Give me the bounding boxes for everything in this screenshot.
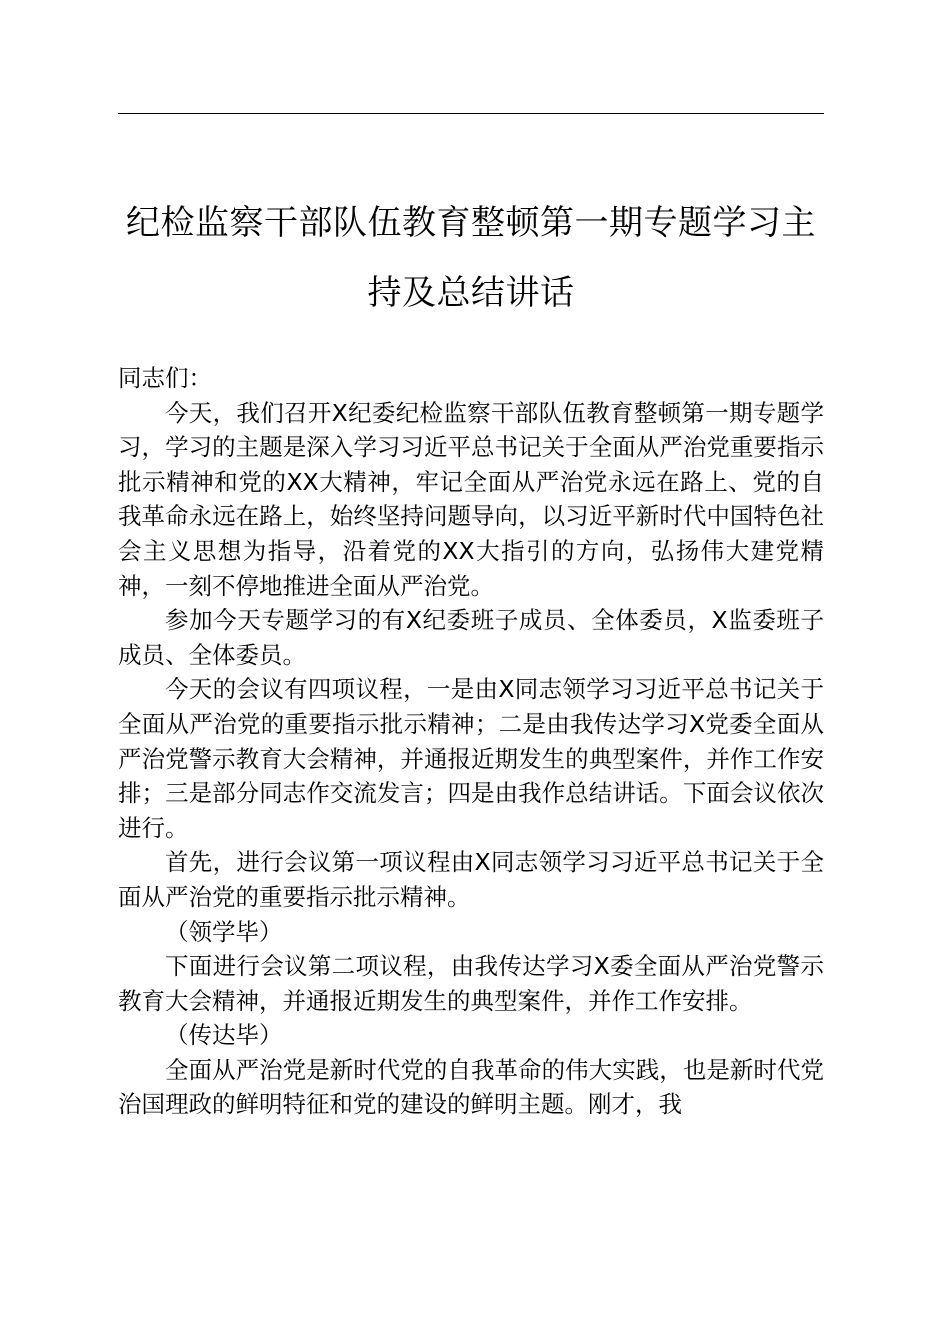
paragraph: 今天的会议有四项议程，一是由X同志领学习习近平总书记关于全面从严治党的重要指示批示精神；二是由我传达学习X党委全面从严治党警示教育大会精神，并通报近期发生的典型案件，并作工作安排；三是部分同志作交流发言；四是由我作总结讲话。下面会议依次进行。 — [118, 675, 824, 842]
paragraph: 参加今天专题学习的有X纪委班子成员、全体委员，X监委班子成员、全体委员。 — [118, 606, 824, 669]
document-title: 纪检监察干部队伍教育整顿第一期专题学习主持及总结讲话 — [126, 203, 816, 313]
paragraph: （领学毕） — [165, 917, 283, 946]
salutation: 同志们： — [118, 364, 212, 392]
paragraph: 全面从严治党是新时代党的自我革命的伟大实践，也是新时代党治国理政的鲜明特征和党的建设的鲜明主题。刚才，我 — [118, 1055, 824, 1119]
paragraph: 下面进行会议第二项议程，由我传达学习X委全面从严治党警示教育大会精神，并通报近期发生的典型案件，并作工作安排。 — [118, 952, 824, 1015]
document-body — [118, 361, 824, 1122]
paragraph: 首先，进行会议第一项议程由X同志领学习习近平总书记关于全面从严治党的重要指示批示精神。 — [118, 848, 824, 911]
paragraph: 今天，我们召开X纪委纪检监察干部队伍教育整顿第一期专题学习，学习的主题是深入学习习近平总书记关于全面从严治党重要指示批示精神和党的XX大精神，牢记全面从严治党永远在路上、党的自我革命永远在路上，始终坚持问题导向，以习近平新时代中国特色社会主义思想为指导，沿着党的XX大指引的方向，弘扬伟大建党精神，一刻不停地推进全面从严治党。 — [118, 398, 824, 600]
paragraph: （传达毕） — [165, 1021, 283, 1050]
header-rule — [118, 113, 824, 114]
